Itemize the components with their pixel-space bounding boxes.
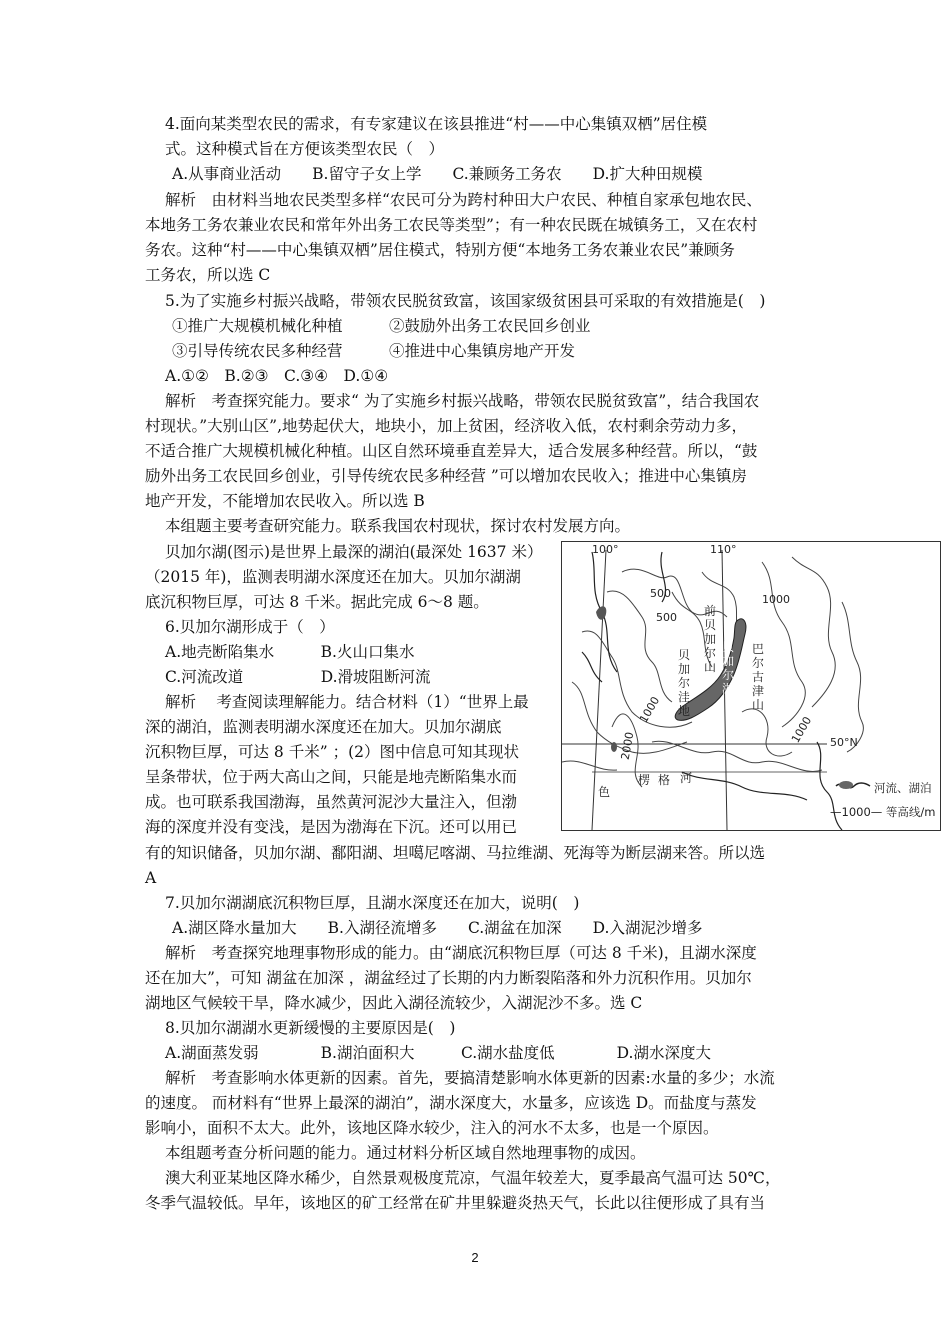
text-line: ③引导传统农民多种经营 ④推进中心集镇房地产开发 <box>172 342 576 360</box>
small-lake <box>611 742 617 752</box>
text-line: 村现状。”大别山区”,地势起伏大，地块小，加上贫困，经济收入低，农村剩余劳动力多， <box>145 417 748 435</box>
text-line: 深的湖泊，监测表明湖水深度还在加大。贝加尔湖底 <box>145 718 502 736</box>
text-line: 4.面向某类型农民的需求，有专家建议在该县推进“村——中心集镇双栖”居住模 <box>165 115 708 133</box>
text-line: （2015 年)，监测表明湖水深度还在加大。贝加尔湖湖 <box>145 568 521 586</box>
text-line: 影响小，面积不太大。此外，该地区降水较少，注入的河水不太多，也是一个原因。 <box>145 1119 719 1137</box>
text-line: A.湖面蒸发弱 B.湖泊面积大 C.湖水盐度低 D.湖水深度大 <box>165 1044 711 1062</box>
legend-river-symbol <box>834 776 874 796</box>
text-line: A.湖区降水量加大 B.入湖径流增多 C.湖盆在加深 D.入湖泥沙增多 <box>172 919 703 937</box>
contour-line <box>652 741 822 771</box>
page-number: 2 <box>471 1250 479 1265</box>
text-line: 本组题考查分析问题的能力。通过材料分析区域自然地理事物的成因。 <box>165 1144 646 1162</box>
lake-baikal-label: 贝 加 尔 湖 <box>722 640 735 696</box>
contour-label-2000: 2000 <box>618 730 637 761</box>
text-line: 励外出务工农民回乡创业，引导传统农民多种经营 ”可以增加农民收入；推进中心集镇房 <box>145 467 747 485</box>
text-line: 地产开发，不能增加农民收入。所以选 B <box>145 492 425 510</box>
text-line: A.从事商业活动 B.留守子女上学 C.兼顾务工务农 D.扩大种田规模 <box>172 165 703 183</box>
text-line: 解析 考查阅读理解能力。结合材料（1）“世界上最 <box>165 693 529 711</box>
text-line: 本地务工务农兼业农民和常年外出务工农民等类型”；有一种农民既在城镇务工，又在农村 <box>145 216 758 234</box>
text-line: 沉积物巨厚，可达 8 千米” ；(2）图中信息可知其现状 <box>145 743 519 761</box>
baikal-map <box>561 541 941 831</box>
text-line: 不适合推广大规模机械化种植。山区自然环境垂直差异大，适合发展多种经营。所以，“鼓 <box>145 442 758 460</box>
text-line: 澳大利亚某地区降水稀少，自然景观极度荒凉，气温年较差大，夏季最高气温可达 50℃， <box>165 1169 781 1187</box>
text-line: 还在加大”，可知 湖盆在加深 ，湖盆经过了长期的内力断裂陷落和外力沉积作用。贝加尔 <box>145 969 752 987</box>
text-line: 务农。这种“村——中心集镇双栖”居住模式，特别方便“本地务工务农兼业农民”兼顾务 <box>145 241 735 259</box>
text-line: 式。这种模式旨在方便该类型农民（ ） <box>165 140 445 158</box>
text-line: A.地壳断陷集水 B.火山口集水 <box>165 643 415 661</box>
contour-label-500: 500 <box>656 611 677 624</box>
text-line: 工务农，所以选 C <box>145 266 271 284</box>
legend-river-label: 河流、湖泊 <box>874 781 932 795</box>
contour-line <box>792 557 835 707</box>
text-line: 本组题主要考查研究能力。联系我国农村现状，探讨农村发展方向。 <box>165 517 631 535</box>
text-line: A.①② B.②③ C.③④ D.①④ <box>165 367 389 385</box>
text-line: 解析 考查影响水体更新的因素。首先，要搞清楚影响水体更新的因素:水量的多少；水流 <box>165 1069 775 1087</box>
contour-label-500: 500 <box>650 587 671 600</box>
text-line: 成。也可联系我国渤海，虽然黄河泥沙大量注入，但渤 <box>145 793 518 811</box>
text-line: 冬季气温较低。早年，该地区的矿工经常在矿井里躲避炎热天气，长此以往便形成了具有当 <box>145 1194 766 1212</box>
contour-label-1000: 1000 <box>762 593 790 606</box>
lon-110-label: 110° <box>710 543 737 556</box>
text-line: 7.贝加尔湖湖底沉积物巨厚，且湖水深度还在加大，说明( ) <box>165 894 580 912</box>
region-label-barguzin: 巴 尔 古 津 山 <box>752 642 765 712</box>
text-line: 海的深度并没有变浅，是因为渤海在下沉。还可以用已 <box>145 818 518 836</box>
region-label-pre-baikal: 前 贝 加 尔 山 <box>704 604 717 674</box>
text-line: A <box>145 869 157 887</box>
contour-line <box>842 602 863 752</box>
river <box>682 772 807 800</box>
text-line: C.河流改道 D.滑坡阻断河流 <box>165 668 431 686</box>
text-line: 底沉积物巨厚，可达 8 千米。据此完成 6～8 题。 <box>145 593 489 611</box>
text-line: 5.为了实施乡村振兴战略，带领农民脱贫致富，该国家级贫困县可采取的有效措施是( ) <box>165 292 766 310</box>
contour-label-1000: 1000 <box>788 714 815 746</box>
contour-line <box>762 562 805 727</box>
lon-100-label: 100° <box>592 543 619 556</box>
text-line: 解析 考查探究地理事物形成的能力。由“湖底沉积物巨厚（可达 8 千米)，且湖水深度 <box>165 944 757 962</box>
text-line: 贝加尔湖(图示)是世界上最深的湖泊(最深处 1637 米） <box>165 543 543 561</box>
river <box>582 652 602 682</box>
text-line: 有的知识储备，贝加尔湖、鄱阳湖、坦噶尼喀湖、马拉维湖、死海等为断层湖来答。所以选 <box>145 844 766 862</box>
contour-line <box>742 709 792 756</box>
river-label-selenga-2: 楞 <box>638 773 651 787</box>
river-label-selenga-1: 色 <box>598 785 611 799</box>
lat-50-label: 50°N <box>830 736 858 749</box>
contour-line <box>562 761 617 770</box>
region-label-baikal-depression: 贝 加 尔 洼 地 <box>678 648 691 718</box>
text-line: 6.贝加尔湖形成于（ ） <box>165 618 335 636</box>
text-line: 呈条带状，位于两大高山之间，只能是地壳断陷集水而 <box>145 768 518 786</box>
text-line: 8.贝加尔湖湖水更新缓慢的主要原因是( ) <box>165 1019 456 1037</box>
contour-line <box>607 591 672 702</box>
text-line: 湖地区气候较干旱，降水减少，因此入湖径流较少，入湖泥沙不多。选 C <box>145 994 643 1012</box>
text-line: 解析 由材料当地农民类型多样“农民可分为跨村种田大户农民、种植自家承包地农民、 <box>165 191 762 209</box>
contour-label-1000: 1000 <box>636 694 663 726</box>
text-line: 的速度。 而材料有“世界上最深的湖泊”，湖水深度大，水量多，应该选 D。而盐度与蒸发 <box>145 1094 757 1112</box>
text-line: ①推广大规模机械化种植 ②鼓励外出务工农民回乡创业 <box>172 317 591 335</box>
legend-contour-label: —1000— 等高线/m <box>830 805 936 819</box>
river-label-selenga-3: 格 <box>658 773 671 787</box>
river-label-selenga-4: 河 <box>680 771 693 785</box>
text-line: 解析 考查探究能力。要求“ 为了实施乡村振兴战略，带领农民脱贫致富”，结合我国农 <box>165 392 760 410</box>
